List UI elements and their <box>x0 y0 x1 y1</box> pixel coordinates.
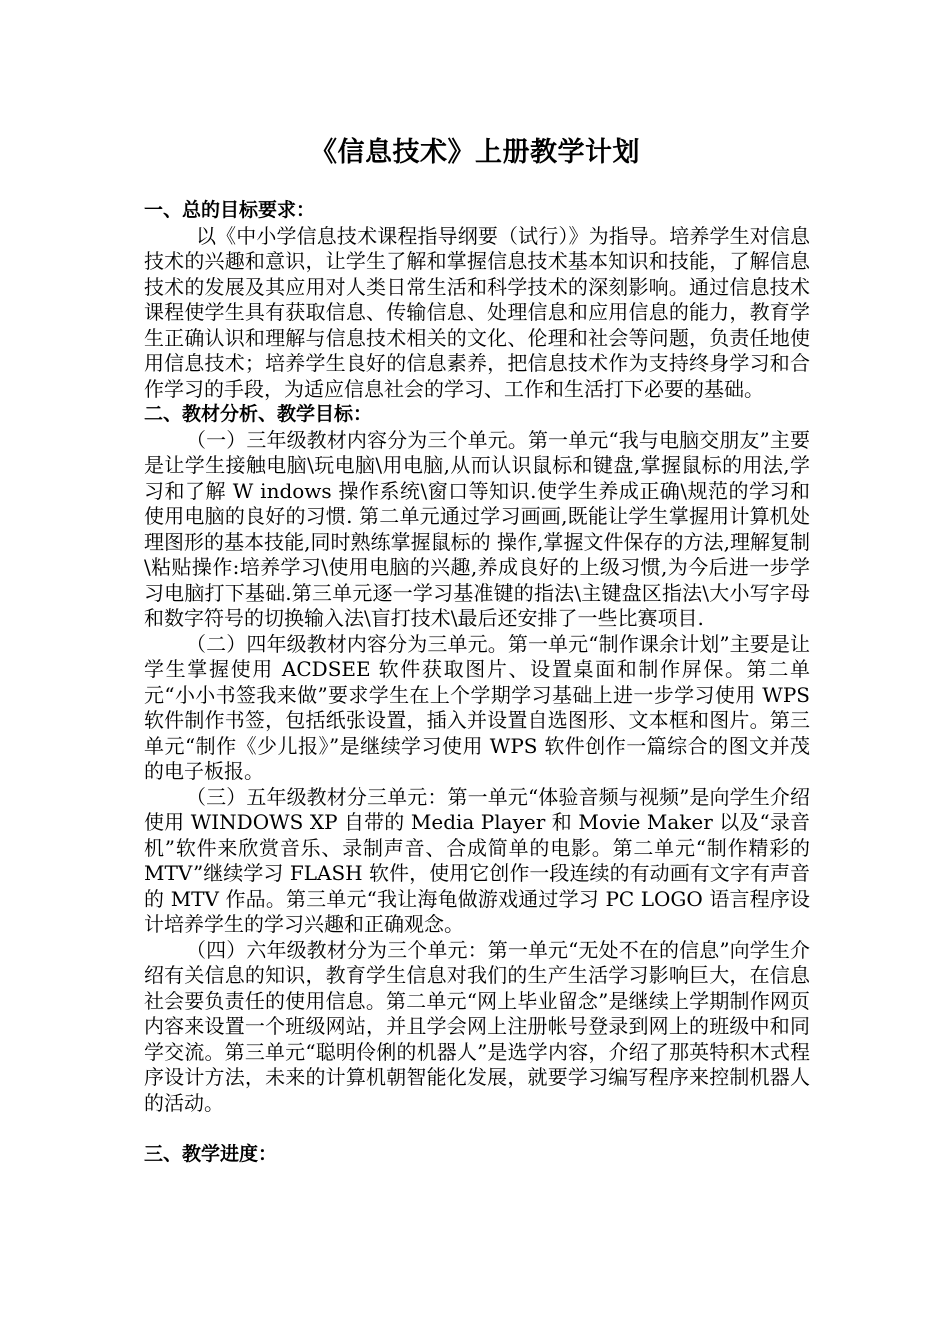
paragraph-goals: 以《中小学信息技术课程指导纲要（试行）》为指导。培养学生对信息技术的兴趣和意识，让学生了解和掌握信息技术基本知识和技能，了解信息技术的发展及其应用对人类日常生活和科学技术的深刻影响。通过信息技术课程使学生具有获取信息、传输信息、处理信息和应用信息的能力，教育学生正确认识和理解与信息技术相关的文化、伦理和社会等问题，负责任地使用信息技术；培养学生良好的信息素养，把信息技术作为支持终身学习和合作学习的手段，为适应信息社会的学习、工作和生活打下必要的基础。 <box>144 223 810 401</box>
blank-line <box>144 1116 810 1142</box>
section-heading-goals: 一、总的目标要求： <box>144 199 316 221</box>
paragraph-grade-3: （一）三年级教材内容分为三个单元。第一单元“我与电脑交朋友”主要是让学生接触电脑\玩电脑\用电脑,从而认识鼠标和键盘,掌握鼠标的用法,学习和了解 W indows 操作系统\窗口等知识.使学生养成正确\规范的学习和使用电脑的良好的习惯. 第二单元通过学习画画,既能让学生掌握用计算机处理图形的基本技能,同时熟练掌握鼠标的 操作,掌握文件保存的方法,理解复制\粘贴操作:培养学习\使用电脑的兴趣,养成良好的上级习惯,为今后进一步学习电脑打下基础.第三单元逐一学习基准键的指法\主键盘区指法\大小写字母和数字符号的切换输入法\盲打技术\最后还安排了一些比赛项目. <box>144 427 810 630</box>
paragraph-grade-4: （二）四年级教材内容分为三单元。第一单元“制作课余计划”主要是让学生掌握使用 ACDSEE 软件获取图片、设置桌面和制作屏保。第二单元“小小书签我来做”要求学生在上个学期学习基础上进一步学习使用 WPS 软件制作书签，包括纸张设置，插入并设置自选图形、文本框和图片。第三单元“制作《少儿报》”是继续学习使用 WPS 软件创作一篇综合的图文并茂的电子板报。 <box>144 631 810 783</box>
section-heading-analysis: 二、教材分析、教学目标： <box>144 403 373 425</box>
document-title: 《信息技术》上册教学计划 <box>310 137 640 168</box>
document-body <box>144 198 810 1167</box>
paragraph-grade-6: （四）六年级教材分为三个单元：第一单元“无处不在的信息”向学生介绍有关信息的知识，教育学生信息对我们的生产生活学习影响巨大，在信息社会要负责任的使用信息。第二单元“网上毕业留念”是继续上学期制作网页内容来设置一个班级网站，并且学会网上注册帐号登录到网上的班级中和同学交流。第三单元“聪明伶俐的机器人”是选学内容，介绍了那英特积木式程序设计方法，未来的计算机朝智能化发展，就要学习编写程序来控制机器人的活动。 <box>144 937 810 1115</box>
section-heading-schedule: 三、教学进度： <box>144 1142 278 1165</box>
paragraph-grade-5: （三）五年级教材分三单元：第一单元“体验音频与视频”是向学生介绍使用 WINDOWS XP 自带的 Media Player 和 Movie Maker 以及“录音机”软件来欣赏音乐、录制声音、合成简单的电影。第二单元“制作精彩的 MTV”继续学习 FLASH 软件，使用它创作一段连续的有动画有文字有声音的 MTV 作品。第三单元“我让海龟做游戏通过学习 PC LOGO 语言程序设计培养学生的学习兴趣和正确观念。 <box>144 784 810 936</box>
